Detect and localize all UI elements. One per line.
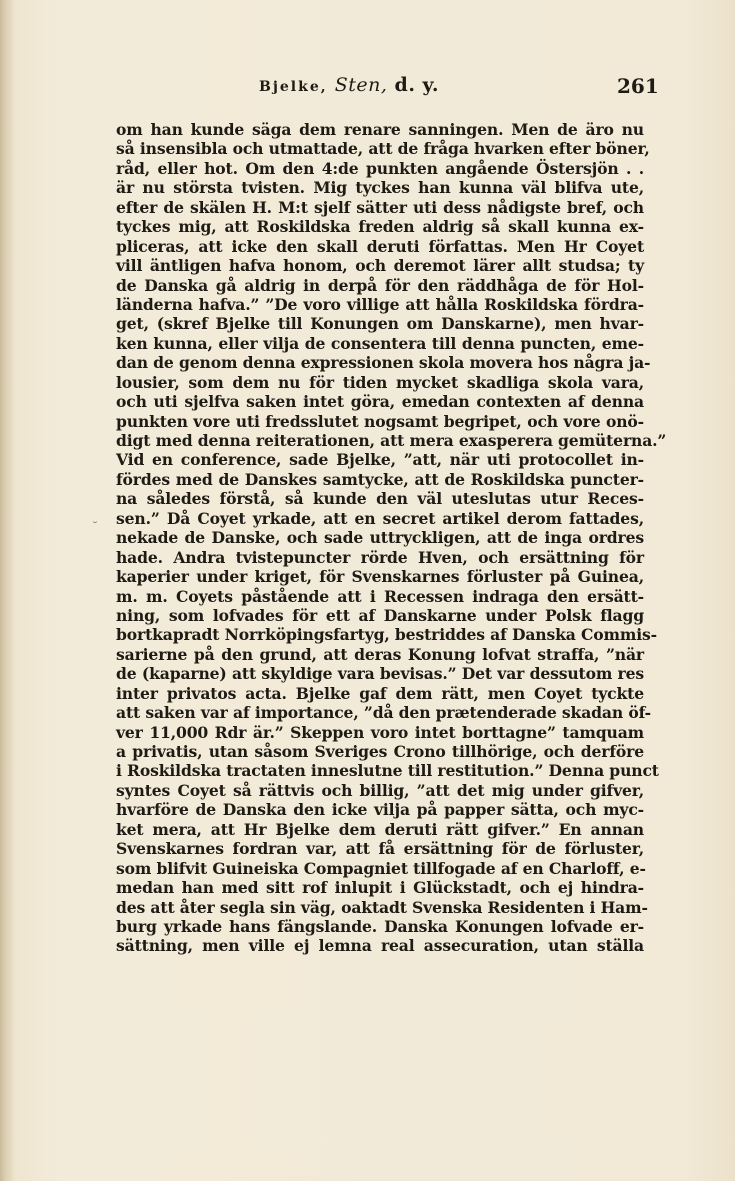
- text-line: bortkapradt Norrköpingsfartyg, bestriddes af Danska Commis-: [116, 625, 657, 645]
- text-line: hvarföre de Danska den icke vilja på papper sätta, och myc-: [116, 800, 644, 820]
- text-line: sättning, men ville ej lemna real assecuration, utan ställa: [116, 936, 644, 956]
- text-line: om han kunde säga dem renare sanningen. Men de äro nu: [116, 120, 644, 139]
- running-title-name: Bjelke,: [259, 79, 328, 95]
- body-text: [116, 120, 667, 956]
- text-line: des att åter segla sin väg, oaktadt Svenska Residenten i Ham-: [116, 897, 648, 917]
- text-line: digt med denna reiterationen, att mera exasperera gemüterna.”: [116, 431, 667, 450]
- text-line: a privatis, utan såsom Sveriges Crono tillhörige, och derföre: [116, 742, 644, 761]
- page-header: [0, 74, 735, 104]
- text-line: medan han med sitt rof inlupit i Glückstadt, och ej hindra-: [116, 878, 644, 898]
- text-line: hade. Andra tvistepuncter rörde Hven, och ersättning för: [116, 547, 644, 567]
- running-title: [259, 74, 439, 96]
- text-line: fördes med de Danskes samtycke, att de Roskildska puncter-: [116, 469, 644, 489]
- text-line: sen.” Då Coyet yrkade, att en secret artikel derom fattades,: [116, 508, 644, 528]
- text-line: efter de skälen H. M:t sjelf sätter uti dess nådigste bref, och: [116, 197, 644, 217]
- text-line: inter privatos acta. Bjelke gaf dem rätt, men Coyet tyckte: [116, 683, 644, 703]
- text-line: så insensibla och utmattade, att de fråga hvarken efter böner,: [116, 139, 650, 159]
- text-line: ket mera, att Hr Bjelke dem deruti rätt gifver.” En annan: [116, 819, 644, 839]
- text-line: kaperier under kriget, för Svenskarnes förluster på Guinea,: [116, 567, 644, 587]
- running-title-given-name: Sten,: [334, 74, 388, 96]
- text-line: lousier, som dem nu för tiden mycket skadliga skola vara,: [116, 372, 644, 392]
- text-line: nekade de Danske, och sade uttryckligen, att de inga ordres: [116, 528, 644, 548]
- text-line: dan de genom denna expressionen skola movera hos några ja-: [116, 353, 651, 373]
- text-line: i Roskildska tractaten inneslutne till restitution.” Denna punct: [116, 761, 659, 781]
- text-line: och uti sjelfva saken intet göra, emedan contexten af denna: [116, 392, 644, 412]
- text-line: m. m. Coyets påstående att i Recessen indraga den ersätt-: [116, 586, 644, 606]
- page-number: 261: [617, 74, 659, 98]
- text-line: Vid en conference, sade Bjelke, ”att, när uti protocollet in-: [116, 450, 644, 470]
- text-line: ning, som lofvades för ett af Danskarne under Polsk flagg: [116, 605, 644, 625]
- text-line: vill äntligen hafva honom, och deremot lärer allt studsa; ty: [116, 256, 644, 276]
- text-line: tyckes mig, att Roskildska freden aldrig så skall kunna ex-: [116, 217, 644, 237]
- text-line: Svenskarnes fordran var, att få ersättning för de förluster,: [116, 839, 644, 859]
- text-line: de Danska gå aldrig in derpå för den räddhåga de för Hol-: [116, 275, 644, 295]
- text-line: ver 11,000 Rdr är.” Skeppen voro intet borttagne” tamquam: [116, 722, 644, 742]
- text-line: get, (skref Bjelke till Konungen om Danskarne), men hvar-: [116, 314, 644, 334]
- spine-shadow: [0, 0, 14, 1181]
- text-line: att saken var af importance, ”då den prætenderade skadan öf-: [116, 703, 651, 723]
- text-line: syntes Coyet så rättvis och billig, ”att det mig under gifver,: [116, 780, 644, 800]
- text-line: de (kaparne) att skyldige vara bevisas.” Det var dessutom res: [116, 664, 644, 684]
- text-line: som blifvit Guineiska Compagniet tillfogade af en Charloff, e-: [116, 858, 646, 878]
- text-line: na således förstå, så kunde den väl uteslutas utur Reces-: [116, 489, 644, 509]
- text-line: är nu största tvisten. Mig tyckes han kunna väl blifva ute,: [116, 178, 644, 198]
- text-line: burg yrkade hans fängslande. Danska Konungen lofvade er-: [116, 916, 644, 936]
- text-line: ken kunna, eller vilja de consentera till denna puncten, eme-: [116, 333, 644, 353]
- text-line: pliceras, att icke den skall deruti författas. Men Hr Coyet: [116, 236, 644, 256]
- text-line: sarierne på den grund, att deras Konung lofvat straffa, ”när: [116, 644, 644, 664]
- text-line: punkten vore uti fredsslutet nogsamt begripet, och vore onö-: [116, 411, 644, 431]
- margin-mark: ˘: [92, 520, 98, 534]
- text-line: länderna hafva.” ”De voro villige att hålla Roskildska fördra-: [116, 294, 644, 314]
- text-line: råd, eller hot. Om den 4:de punkten angående Östersjön . .: [116, 158, 644, 178]
- running-title-suffix: d. y.: [394, 74, 440, 96]
